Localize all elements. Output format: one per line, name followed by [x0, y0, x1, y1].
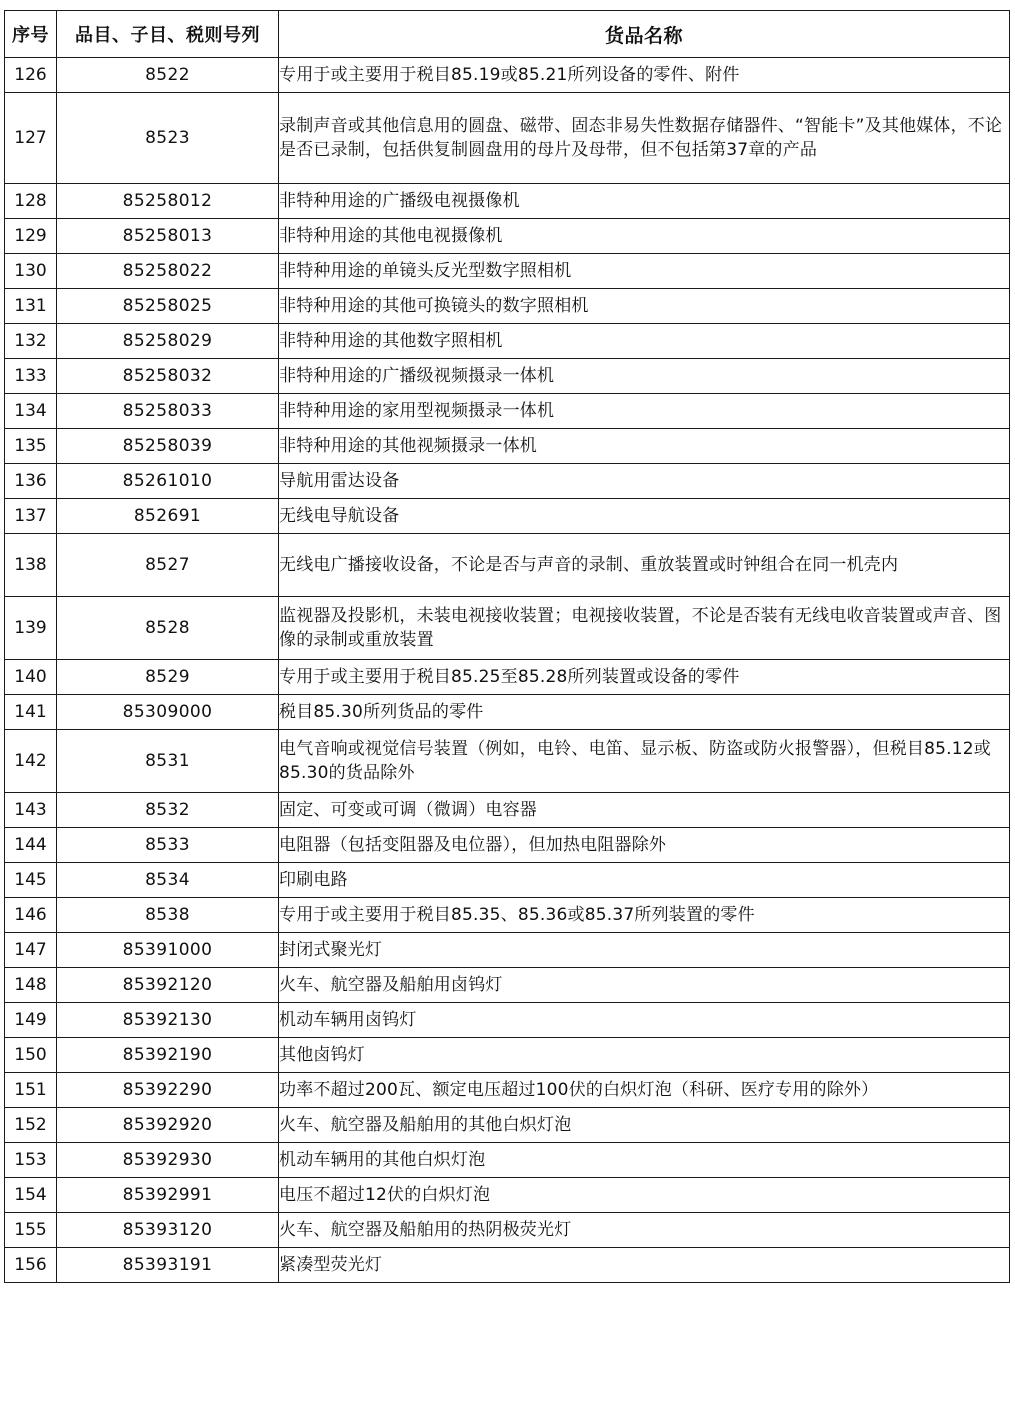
cell-seq: 137 [5, 499, 57, 534]
cell-code: 8534 [57, 863, 279, 898]
cell-name: 电气音响或视觉信号装置（例如，电铃、电笛、显示板、防盗或防火报警器），但税目85.12或85.30的货品除外 [279, 730, 1010, 793]
table-row [5, 933, 1010, 968]
cell-code: 85258012 [57, 184, 279, 219]
table-row [5, 534, 1010, 597]
table-row [5, 219, 1010, 254]
cell-name: 无线电导航设备 [279, 499, 1010, 534]
cell-name: 监视器及投影机，未装电视接收装置；电视接收装置，不论是否装有无线电收音装置或声音、图像的录制或重放装置 [279, 597, 1010, 660]
cell-name: 录制声音或其他信息用的圆盘、磁带、固态非易失性数据存储器件、“智能卡”及其他媒体，不论是否已录制，包括供复制圆盘用的母片及母带，但不包括第37章的产品 [279, 93, 1010, 184]
cell-seq: 146 [5, 898, 57, 933]
cell-code: 85392130 [57, 1003, 279, 1038]
table-row [5, 898, 1010, 933]
cell-seq: 133 [5, 359, 57, 394]
cell-code: 85258032 [57, 359, 279, 394]
cell-name: 专用于或主要用于税目85.19或85.21所列设备的零件、附件 [279, 58, 1010, 93]
cell-name: 非特种用途的其他视频摄录一体机 [279, 429, 1010, 464]
cell-code: 852691 [57, 499, 279, 534]
cell-name: 专用于或主要用于税目85.25至85.28所列装置或设备的零件 [279, 660, 1010, 695]
table-row [5, 1248, 1010, 1283]
cell-code: 85392920 [57, 1108, 279, 1143]
cell-code: 85261010 [57, 464, 279, 499]
cell-code: 8532 [57, 793, 279, 828]
table-row [5, 93, 1010, 184]
table-row [5, 828, 1010, 863]
cell-seq: 156 [5, 1248, 57, 1283]
cell-name: 无线电广播接收设备，不论是否与声音的录制、重放装置或时钟组合在同一机壳内 [279, 534, 1010, 597]
cell-seq: 141 [5, 695, 57, 730]
table-row [5, 1178, 1010, 1213]
cell-name: 火车、航空器及船舶用的其他白炽灯泡 [279, 1108, 1010, 1143]
cell-name: 印刷电路 [279, 863, 1010, 898]
cell-seq: 129 [5, 219, 57, 254]
table-row [5, 359, 1010, 394]
table-row [5, 254, 1010, 289]
table-row [5, 499, 1010, 534]
cell-seq: 136 [5, 464, 57, 499]
cell-seq: 127 [5, 93, 57, 184]
cell-code: 85392290 [57, 1073, 279, 1108]
cell-name: 机动车辆用的其他白炽灯泡 [279, 1143, 1010, 1178]
cell-name: 非特种用途的其他可换镜头的数字照相机 [279, 289, 1010, 324]
cell-name: 火车、航空器及船舶用的热阴极荧光灯 [279, 1213, 1010, 1248]
cell-name: 非特种用途的单镜头反光型数字照相机 [279, 254, 1010, 289]
header-row [5, 11, 1010, 58]
table-row [5, 1108, 1010, 1143]
cell-code: 85309000 [57, 695, 279, 730]
table-row [5, 597, 1010, 660]
cell-name: 非特种用途的广播级视频摄录一体机 [279, 359, 1010, 394]
cell-seq: 148 [5, 968, 57, 1003]
column-header-code: 品目、子目、税则号列 [57, 11, 279, 58]
cell-name: 非特种用途的其他数字照相机 [279, 324, 1010, 359]
cell-seq: 144 [5, 828, 57, 863]
table-row [5, 793, 1010, 828]
table-row [5, 968, 1010, 1003]
cell-code: 85258033 [57, 394, 279, 429]
cell-code: 8538 [57, 898, 279, 933]
cell-seq: 130 [5, 254, 57, 289]
cell-name: 电压不超过12伏的白炽灯泡 [279, 1178, 1010, 1213]
cell-seq: 131 [5, 289, 57, 324]
cell-name: 非特种用途的广播级电视摄像机 [279, 184, 1010, 219]
cell-seq: 154 [5, 1178, 57, 1213]
cell-seq: 145 [5, 863, 57, 898]
cell-code: 8533 [57, 828, 279, 863]
table-row [5, 1038, 1010, 1073]
cell-code: 8531 [57, 730, 279, 793]
cell-code: 8527 [57, 534, 279, 597]
cell-seq: 128 [5, 184, 57, 219]
cell-name: 固定、可变或可调（微调）电容器 [279, 793, 1010, 828]
cell-name: 紧凑型荧光灯 [279, 1248, 1010, 1283]
cell-seq: 151 [5, 1073, 57, 1108]
column-header-seq: 序号 [5, 11, 57, 58]
cell-seq: 149 [5, 1003, 57, 1038]
cell-name: 导航用雷达设备 [279, 464, 1010, 499]
cell-seq: 126 [5, 58, 57, 93]
cell-seq: 153 [5, 1143, 57, 1178]
cell-code: 85393120 [57, 1213, 279, 1248]
cell-name: 火车、航空器及船舶用卤钨灯 [279, 968, 1010, 1003]
table-row [5, 730, 1010, 793]
tariff-table [4, 10, 1010, 1283]
cell-seq: 140 [5, 660, 57, 695]
table-row [5, 863, 1010, 898]
cell-seq: 134 [5, 394, 57, 429]
cell-code: 85258022 [57, 254, 279, 289]
table-row [5, 1143, 1010, 1178]
cell-code: 8528 [57, 597, 279, 660]
table-row [5, 429, 1010, 464]
table-row [5, 58, 1010, 93]
cell-name: 机动车辆用卤钨灯 [279, 1003, 1010, 1038]
table-row [5, 1213, 1010, 1248]
cell-name: 非特种用途的家用型视频摄录一体机 [279, 394, 1010, 429]
table-row [5, 184, 1010, 219]
table-header [5, 11, 1010, 58]
cell-seq: 147 [5, 933, 57, 968]
table-row [5, 324, 1010, 359]
cell-seq: 155 [5, 1213, 57, 1248]
cell-seq: 132 [5, 324, 57, 359]
cell-code: 85258039 [57, 429, 279, 464]
cell-code: 85392991 [57, 1178, 279, 1213]
cell-code: 8522 [57, 58, 279, 93]
cell-seq: 135 [5, 429, 57, 464]
cell-code: 85391000 [57, 933, 279, 968]
table-row [5, 1003, 1010, 1038]
table-row [5, 1073, 1010, 1108]
cell-code: 85392120 [57, 968, 279, 1003]
column-header-name: 货品名称 [279, 11, 1010, 58]
cell-name: 其他卤钨灯 [279, 1038, 1010, 1073]
cell-code: 8523 [57, 93, 279, 184]
cell-seq: 139 [5, 597, 57, 660]
cell-name: 电阻器（包括变阻器及电位器），但加热电阻器除外 [279, 828, 1010, 863]
cell-code: 8529 [57, 660, 279, 695]
table-row [5, 660, 1010, 695]
cell-code: 85258029 [57, 324, 279, 359]
cell-name: 非特种用途的其他电视摄像机 [279, 219, 1010, 254]
cell-seq: 143 [5, 793, 57, 828]
cell-code: 85392190 [57, 1038, 279, 1073]
cell-code: 85258025 [57, 289, 279, 324]
cell-seq: 150 [5, 1038, 57, 1073]
cell-code: 85393191 [57, 1248, 279, 1283]
cell-seq: 142 [5, 730, 57, 793]
cell-name: 封闭式聚光灯 [279, 933, 1010, 968]
cell-seq: 138 [5, 534, 57, 597]
table-row [5, 289, 1010, 324]
cell-seq: 152 [5, 1108, 57, 1143]
table-row [5, 695, 1010, 730]
cell-code: 85392930 [57, 1143, 279, 1178]
cell-name: 税目85.30所列货品的零件 [279, 695, 1010, 730]
cell-name: 专用于或主要用于税目85.35、85.36或85.37所列装置的零件 [279, 898, 1010, 933]
table-row [5, 464, 1010, 499]
table-row [5, 394, 1010, 429]
cell-name: 功率不超过200瓦、额定电压超过100伏的白炽灯泡（科研、医疗专用的除外） [279, 1073, 1010, 1108]
cell-code: 85258013 [57, 219, 279, 254]
table-body [5, 58, 1010, 1283]
